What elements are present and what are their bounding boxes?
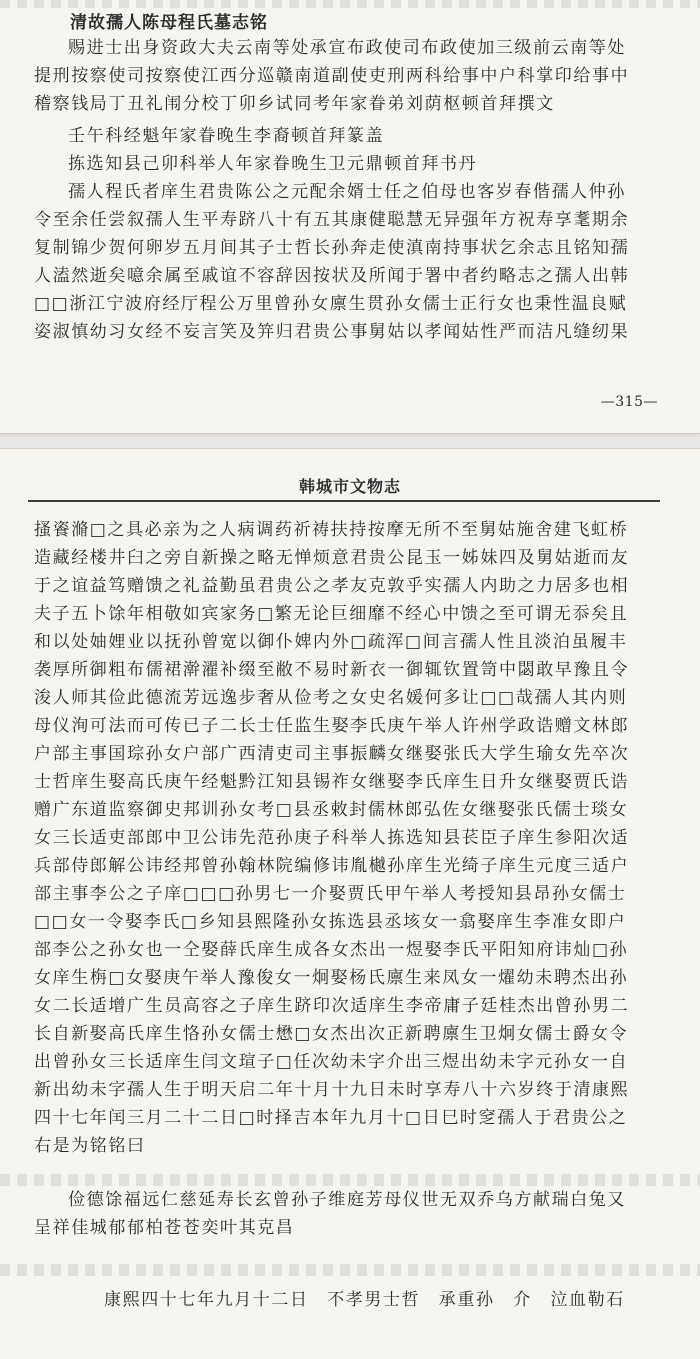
text-line: 和以处妯娌业以抚孙曾宽以御仆婢内外□疏浑□间言孺人性且淡泊虽履丰 (34, 632, 628, 652)
running-head: 韩城市文物志 (298, 477, 401, 496)
text-line: 女三长适吏部郎中卫公讳先范孙庚子科举人拣选知县苌臣子庠生参阳次适 (34, 828, 630, 848)
text-line: 令至余任尝叙孺人生平寿跻八十有五其康健聪慧无异强年方祝寿享耄期余 (34, 210, 630, 230)
closing-signature-line: 康熙四十七年九月十二日 不孝男士哲 承重孙 介 泣血勒石 (104, 1290, 625, 1310)
bleed-through-text (0, 0, 700, 8)
text-line: 赐进士出身资政大夫云南等处承宣布政使司布政使加三级前云南等处 (68, 38, 626, 58)
text-line: 复制锦少贺何卵岁五月间其子士哲长孙奔走使滇南持事状乞余志且铭知孺 (34, 238, 630, 258)
text-line: 夫子五卜馀年相敬如宾家务□繁无论巨细靡不经心中馈之至可谓无忝矣且 (34, 604, 629, 624)
text-line: 长自新娶高氏庠生恪孙女儒士懋□女杰出次正新聘廪生卫炯女儒士爵女令 (34, 1024, 629, 1044)
verse-line: 俭德馀福远仁慈延寿长玄曾孙子维庭芳母仪世无双乔乌方献瑞白兔又 (68, 1190, 626, 1210)
text-line: □□女一令娶李氏□乡知县熙隆孙女拣选县丞垓女一翕娶庠生李准女即户 (34, 912, 627, 932)
bleed-through-text (0, 1264, 700, 1276)
upper-text-block-2 (34, 122, 670, 346)
text-line: 户部主事国琮孙女户部广西清吏司主事振麟女继娶张氏大学生瑜女先卒次 (34, 744, 630, 764)
closing-block (34, 1286, 670, 1314)
bleed-through-text (0, 1174, 700, 1186)
text-line: 赠广东道监察御史邦训孙女考□县丞敕封儒林郎弘佐女继娶张氏儒士琰女 (34, 800, 629, 820)
text-line: 孺人程氏者庠生君贵陈公之元配余婿士任之伯母也客岁春偕孺人仲孙 (68, 182, 626, 202)
text-line: 出曾孙女三长适庠生闫文瑄子□任次幼未字介出三煜出幼未字元孙女一自 (34, 1052, 629, 1072)
text-line: 于之谊益笃赠馈之礼益勤虽君贵公之孝友克敦乎实孺人内助之力居多也相 (34, 576, 630, 596)
text-line: 拣选知县己卯科举人年家眷晚生卫元鼎顿首拜书丹 (68, 154, 478, 174)
header-rule (28, 500, 660, 502)
text-line: 浚人师其俭此德流芳远逸步奢从俭考之女史名媛何多让□□哉孺人其内则 (34, 688, 628, 708)
inscription-verse-block (34, 1186, 670, 1242)
text-line: 稽察钱局丁丑礼闱分校丁卯乡试同考年家眷弟刘荫枢顿首拜撰文 (34, 94, 555, 114)
text-line: 右是为铭铭曰 (34, 1136, 146, 1156)
upper-page (0, 0, 700, 434)
verse-line: 呈祥佳城郁郁柏苍苍奕叶其克昌 (34, 1218, 295, 1238)
text-line: 造藏经楼井臼之旁自新操之略无惮烦意君贵公昆玉一姊妹四及舅姑逝而友 (34, 548, 630, 568)
page-number: —315— (600, 394, 658, 410)
upper-text-block (34, 34, 670, 118)
text-line: □□浙江宁波府经厅程公万里曾孙女廪生贯孙女儒士正行女也秉性温良赋 (34, 294, 628, 314)
text-line: 士哲庠生娶高氏庚午经魁黔江知县锡祚女继娶李氏庠生日升女继娶贾氏诰 (34, 772, 630, 792)
text-line: 袭厚所御粗布儒裙澣濯补缀至敝不易时新衣一御辄钦置笥中閟敢早豫且令 (34, 660, 630, 680)
text-line: 兵部侍郎解公讳经邦曾孙翰林院编修讳胤樾孙庠生光绮子庠生元度三适户 (34, 856, 630, 876)
text-line: 新出幼未字孺人生于明天启二年十月十九日未时享寿八十六岁终于清康熙 (34, 1080, 630, 1100)
text-line: 母仪洵可法而可传已子二长士任监生娶李氏庚午举人许州学政诰赠文林郎 (34, 716, 630, 736)
lower-text-block (34, 516, 670, 1160)
text-line: 壬午科经魁年家眷晚生李裔顿首拜篆盖 (68, 126, 385, 146)
text-line: 姿淑慎幼习女经不妄言笑及笄归君贵公事舅姑以孝闻姑性严而洁凡缝纫果 (34, 322, 630, 342)
text-line: 部主事李公之子庠□□□孙男七一介娶贾氏甲午举人考授知县昂孙女儒士 (34, 884, 627, 904)
text-line: 女二长适增广生员高容之子庠生跻印次适庠生李帝庸子廷桂杰出曾孙男二 (34, 996, 630, 1016)
epitaph-title: 清故孺人陈母程氏墓志铭 (70, 13, 268, 33)
text-line: 部李公之孙女也一仝娶薛氏庠生成各女杰出一煜娶李氏平阳知府讳灿□孙 (34, 940, 629, 960)
text-line: 女庠生栴□女娶庚午举人豫俊女一炯娶杨氏廪生来凤女一燿幼未聘杰出孙 (34, 968, 629, 988)
text-line: 提刑按察使司按察使江西分巡赣南道副使吏刑两科给事中户科掌印给事中 (34, 66, 630, 86)
text-line: 人溘然逝矣噫余属至戚谊不容辞因按状及所闻于署中者约略志之孺人出韩 (34, 266, 630, 286)
text-line: 四十七年闰三月二十二日□时择吉本年九月十□日巳时窆孺人于君贵公之 (34, 1108, 628, 1128)
text-line: 搔餈滫□之具必亲为之人病调药祈祷扶持按摩无所不至舅姑施舍建飞虹桥 (34, 520, 629, 540)
